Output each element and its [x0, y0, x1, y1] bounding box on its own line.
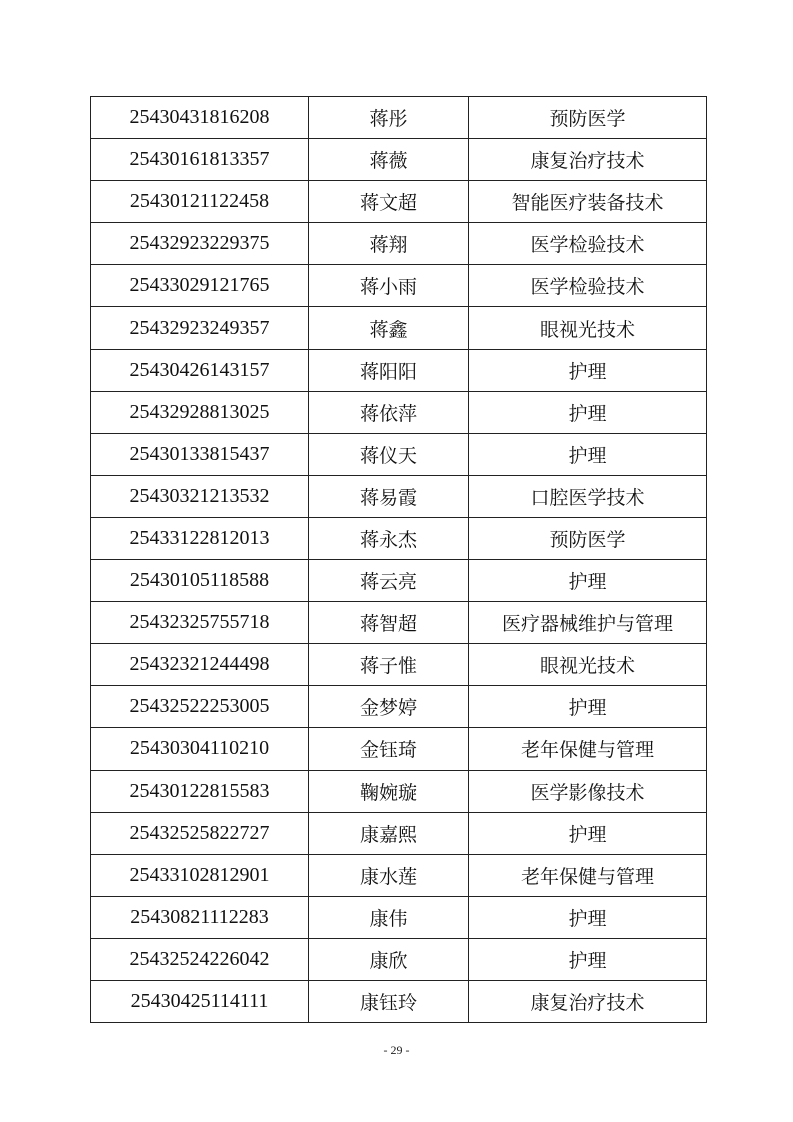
major-cell: 护理 [469, 812, 707, 854]
student-name-cell: 蒋依萍 [309, 391, 469, 433]
major-cell: 医学影像技术 [469, 770, 707, 812]
major-cell: 眼视光技术 [469, 644, 707, 686]
student-name-cell: 蒋翔 [309, 223, 469, 265]
major-cell: 康复治疗技术 [469, 980, 707, 1022]
table-row [91, 602, 707, 644]
student-name-cell: 康水莲 [309, 854, 469, 896]
table-row [91, 139, 707, 181]
table-row [91, 475, 707, 517]
major-cell: 康复治疗技术 [469, 139, 707, 181]
major-cell: 护理 [469, 349, 707, 391]
table-row [91, 517, 707, 559]
student-id-cell: 25430105118588 [91, 560, 309, 602]
table-row [91, 980, 707, 1022]
student-name-cell: 康嘉熙 [309, 812, 469, 854]
student-id-cell: 25432525822727 [91, 812, 309, 854]
table-row [91, 812, 707, 854]
table-row [91, 307, 707, 349]
major-cell: 智能医疗装备技术 [469, 181, 707, 223]
major-cell: 护理 [469, 560, 707, 602]
student-id-cell: 25430321213532 [91, 475, 309, 517]
student-id-cell: 25432325755718 [91, 602, 309, 644]
major-cell: 医学检验技术 [469, 223, 707, 265]
student-id-cell: 25433122812013 [91, 517, 309, 559]
major-cell: 医学检验技术 [469, 265, 707, 307]
student-name-cell: 康欣 [309, 938, 469, 980]
major-cell: 护理 [469, 938, 707, 980]
table-row [91, 181, 707, 223]
table-row [91, 896, 707, 938]
table-row [91, 349, 707, 391]
major-cell: 老年保健与管理 [469, 854, 707, 896]
student-name-cell: 蒋鑫 [309, 307, 469, 349]
student-id-cell: 25430425114111 [91, 980, 309, 1022]
table-row [91, 560, 707, 602]
student-id-cell: 25430133815437 [91, 433, 309, 475]
student-id-cell: 25432923249357 [91, 307, 309, 349]
table-row [91, 686, 707, 728]
major-cell: 预防医学 [469, 97, 707, 139]
major-cell: 护理 [469, 686, 707, 728]
student-name-cell: 蒋小雨 [309, 265, 469, 307]
major-cell: 老年保健与管理 [469, 728, 707, 770]
table-row [91, 223, 707, 265]
student-id-cell: 25430304110210 [91, 728, 309, 770]
table-row [91, 938, 707, 980]
student-name-cell: 蒋永杰 [309, 517, 469, 559]
student-id-cell: 25432321244498 [91, 644, 309, 686]
student-id-cell: 25432524226042 [91, 938, 309, 980]
student-name-cell: 康伟 [309, 896, 469, 938]
major-cell: 口腔医学技术 [469, 475, 707, 517]
major-cell: 护理 [469, 433, 707, 475]
student-name-cell: 蒋彤 [309, 97, 469, 139]
student-id-cell: 25430821112283 [91, 896, 309, 938]
student-name-cell: 蒋易霞 [309, 475, 469, 517]
student-name-cell: 康钰玲 [309, 980, 469, 1022]
student-id-cell: 25430122815583 [91, 770, 309, 812]
student-id-cell: 25432923229375 [91, 223, 309, 265]
student-name-cell: 金钰琦 [309, 728, 469, 770]
major-cell: 护理 [469, 896, 707, 938]
table-row [91, 391, 707, 433]
major-cell: 眼视光技术 [469, 307, 707, 349]
student-roster-table [90, 96, 707, 1023]
table-row [91, 433, 707, 475]
page-number: - 29 - [383, 1043, 410, 1057]
student-id-cell: 25433102812901 [91, 854, 309, 896]
student-name-cell: 蒋文超 [309, 181, 469, 223]
major-cell: 预防医学 [469, 517, 707, 559]
major-cell: 医疗器械维护与管理 [469, 602, 707, 644]
student-name-cell: 鞠婉璇 [309, 770, 469, 812]
student-name-cell: 金梦婷 [309, 686, 469, 728]
student-id-cell: 25430161813357 [91, 139, 309, 181]
student-name-cell: 蒋子惟 [309, 644, 469, 686]
student-id-cell: 25430121122458 [91, 181, 309, 223]
table-row [91, 265, 707, 307]
student-id-cell: 25432522253005 [91, 686, 309, 728]
table-row [91, 770, 707, 812]
student-id-cell: 25432928813025 [91, 391, 309, 433]
major-cell: 护理 [469, 391, 707, 433]
student-name-cell: 蒋薇 [309, 139, 469, 181]
student-name-cell: 蒋云亮 [309, 560, 469, 602]
student-name-cell: 蒋仪天 [309, 433, 469, 475]
table-row [91, 854, 707, 896]
student-name-cell: 蒋智超 [309, 602, 469, 644]
student-name-cell: 蒋阳阳 [309, 349, 469, 391]
roster-body [91, 97, 707, 1023]
student-id-cell: 25433029121765 [91, 265, 309, 307]
student-id-cell: 25430426143157 [91, 349, 309, 391]
table-row [91, 644, 707, 686]
student-id-cell: 25430431816208 [91, 97, 309, 139]
table-row [91, 97, 707, 139]
table-row [91, 728, 707, 770]
